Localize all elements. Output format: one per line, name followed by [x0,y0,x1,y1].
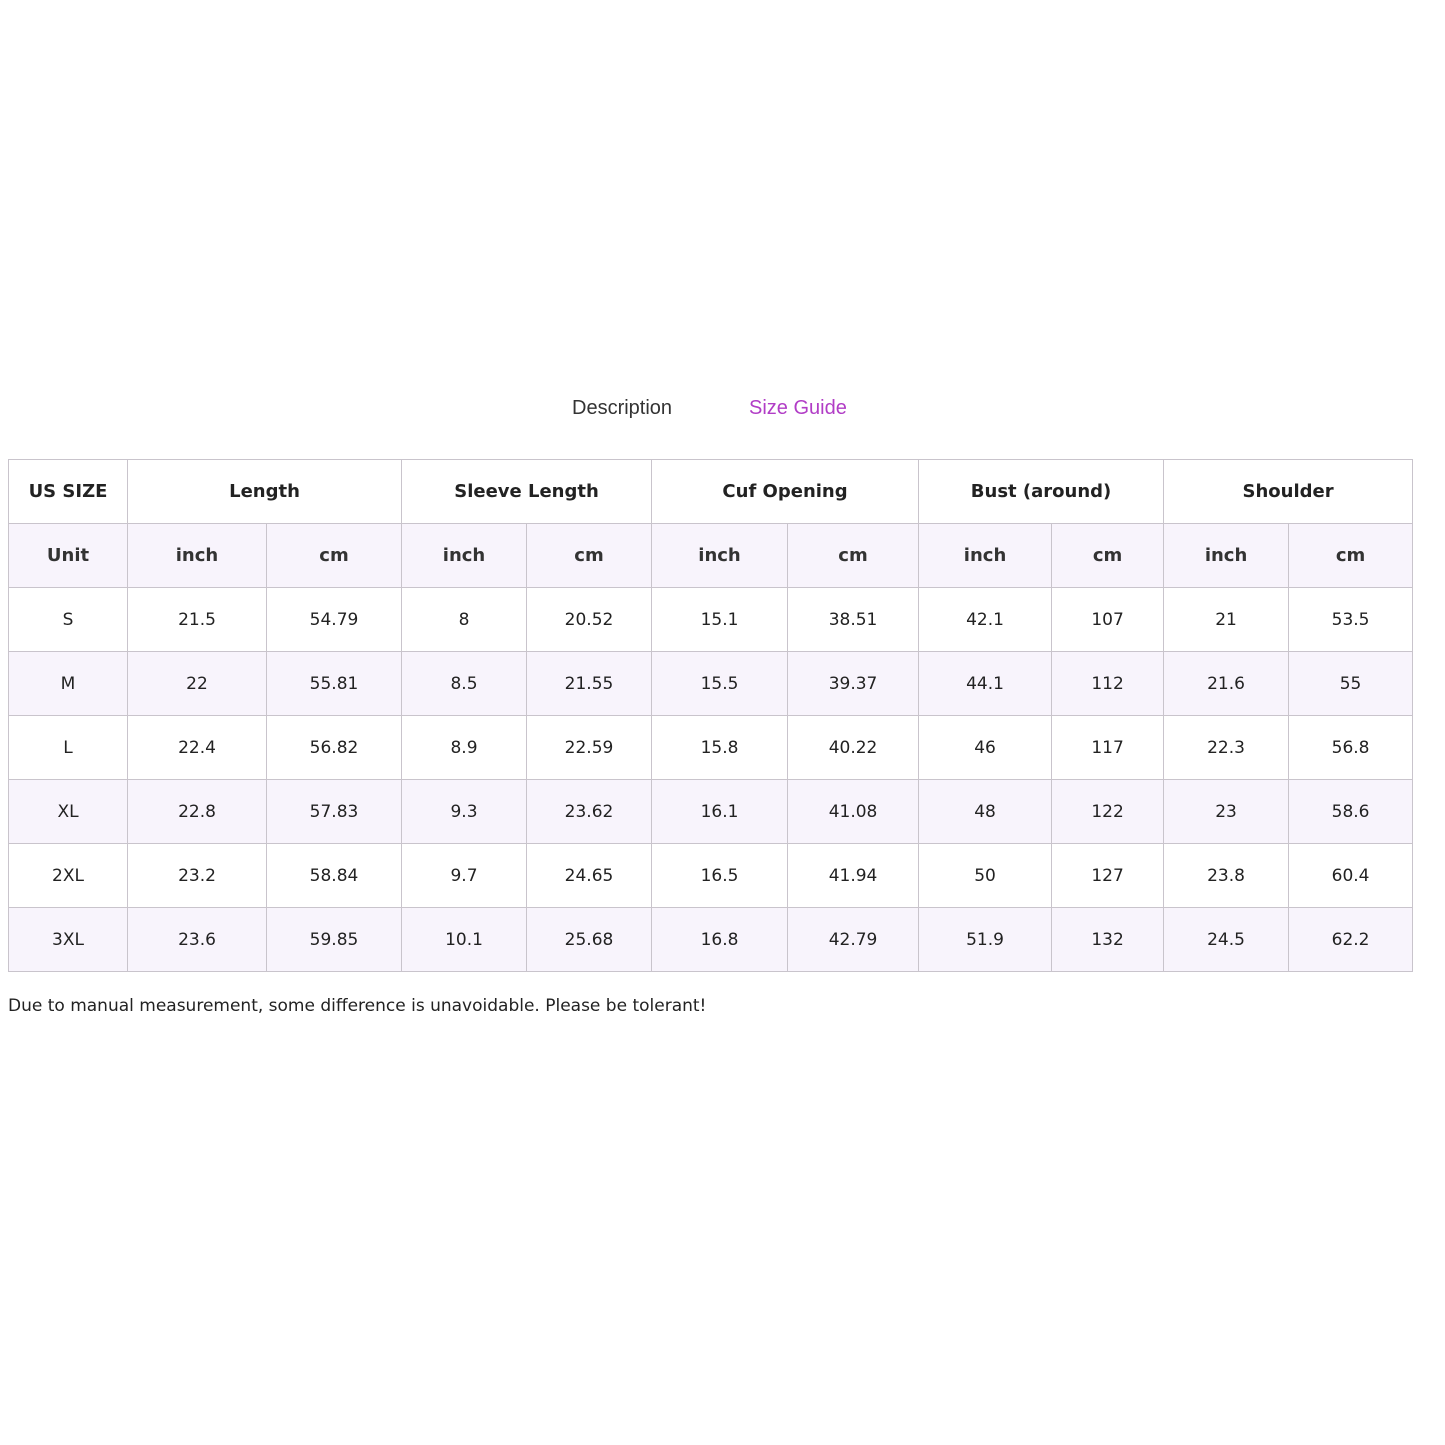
measurement-cell: 132 [1052,908,1164,972]
size-label: XL [9,780,128,844]
measurement-cell: 51.9 [919,908,1052,972]
measurement-cell: 24.65 [527,844,652,908]
unit-cell: cm [1052,524,1164,588]
bust-header: Bust (around) [919,460,1164,524]
tab-description[interactable]: Description [572,397,673,419]
measurement-cell: 39.37 [788,652,919,716]
measurement-cell: 15.5 [652,652,788,716]
measurement-cell: 38.51 [788,588,919,652]
measurement-cell: 22.4 [128,716,267,780]
us-size-header: US SIZE [9,460,128,524]
measurement-cell: 117 [1052,716,1164,780]
measurement-cell: 20.52 [527,588,652,652]
tab-bar [0,392,1445,424]
table-row [9,908,1413,972]
measurement-cell: 8 [402,588,527,652]
measurement-cell: 22.3 [1164,716,1289,780]
measurement-cell: 9.3 [402,780,527,844]
unit-label: Unit [9,524,128,588]
measurement-note: Due to manual measurement, some difference is unavoidable. Please be tolerant! [8,996,707,1016]
measurement-cell: 122 [1052,780,1164,844]
measurement-cell: 23.8 [1164,844,1289,908]
unit-row [9,524,1413,588]
measurement-cell: 10.1 [402,908,527,972]
measurement-cell: 16.5 [652,844,788,908]
measurement-cell: 41.94 [788,844,919,908]
measurement-cell: 25.68 [527,908,652,972]
measurement-cell: 55 [1289,652,1413,716]
unit-cell: cm [267,524,402,588]
measurement-cell: 107 [1052,588,1164,652]
unit-cell: cm [527,524,652,588]
measurement-cell: 54.79 [267,588,402,652]
cuff-opening-header: Cuf Opening [652,460,919,524]
measurement-cell: 112 [1052,652,1164,716]
size-label: M [9,652,128,716]
unit-cell: cm [1289,524,1413,588]
tab-size-guide[interactable]: Size Guide [749,397,847,419]
unit-cell: cm [788,524,919,588]
measurement-cell: 22.8 [128,780,267,844]
measurement-cell: 23.62 [527,780,652,844]
measurement-cell: 40.22 [788,716,919,780]
measurement-cell: 23.2 [128,844,267,908]
measurement-cell: 62.2 [1289,908,1413,972]
measurement-cell: 15.8 [652,716,788,780]
unit-cell: inch [402,524,527,588]
table-row [9,588,1413,652]
header-row [9,460,1413,524]
measurement-cell: 53.5 [1289,588,1413,652]
table-row [9,716,1413,780]
size-label: 2XL [9,844,128,908]
measurement-cell: 22.59 [527,716,652,780]
measurement-cell: 8.5 [402,652,527,716]
sleeve-length-header: Sleeve Length [402,460,652,524]
size-label: S [9,588,128,652]
shoulder-header: Shoulder [1164,460,1413,524]
measurement-cell: 16.1 [652,780,788,844]
measurement-cell: 57.83 [267,780,402,844]
length-header: Length [128,460,402,524]
measurement-cell: 44.1 [919,652,1052,716]
measurement-cell: 21.5 [128,588,267,652]
measurement-cell: 42.79 [788,908,919,972]
measurement-cell: 58.6 [1289,780,1413,844]
size-label: L [9,716,128,780]
measurement-cell: 23.6 [128,908,267,972]
unit-cell: inch [1164,524,1289,588]
measurement-cell: 48 [919,780,1052,844]
measurement-cell: 56.8 [1289,716,1413,780]
measurement-cell: 22 [128,652,267,716]
measurement-cell: 24.5 [1164,908,1289,972]
unit-cell: inch [919,524,1052,588]
size-label: 3XL [9,908,128,972]
measurement-cell: 59.85 [267,908,402,972]
measurement-cell: 15.1 [652,588,788,652]
measurement-cell: 9.7 [402,844,527,908]
measurement-cell: 50 [919,844,1052,908]
table-row [9,652,1413,716]
measurement-cell: 46 [919,716,1052,780]
measurement-cell: 56.82 [267,716,402,780]
measurement-cell: 16.8 [652,908,788,972]
unit-cell: inch [128,524,267,588]
measurement-cell: 127 [1052,844,1164,908]
measurement-cell: 8.9 [402,716,527,780]
measurement-cell: 41.08 [788,780,919,844]
measurement-cell: 21 [1164,588,1289,652]
table-row [9,844,1413,908]
measurement-cell: 42.1 [919,588,1052,652]
unit-cell: inch [652,524,788,588]
measurement-cell: 55.81 [267,652,402,716]
size-chart-table [8,459,1413,972]
measurement-cell: 21.55 [527,652,652,716]
measurement-cell: 58.84 [267,844,402,908]
measurement-cell: 60.4 [1289,844,1413,908]
measurement-cell: 21.6 [1164,652,1289,716]
table-row [9,780,1413,844]
measurement-cell: 23 [1164,780,1289,844]
